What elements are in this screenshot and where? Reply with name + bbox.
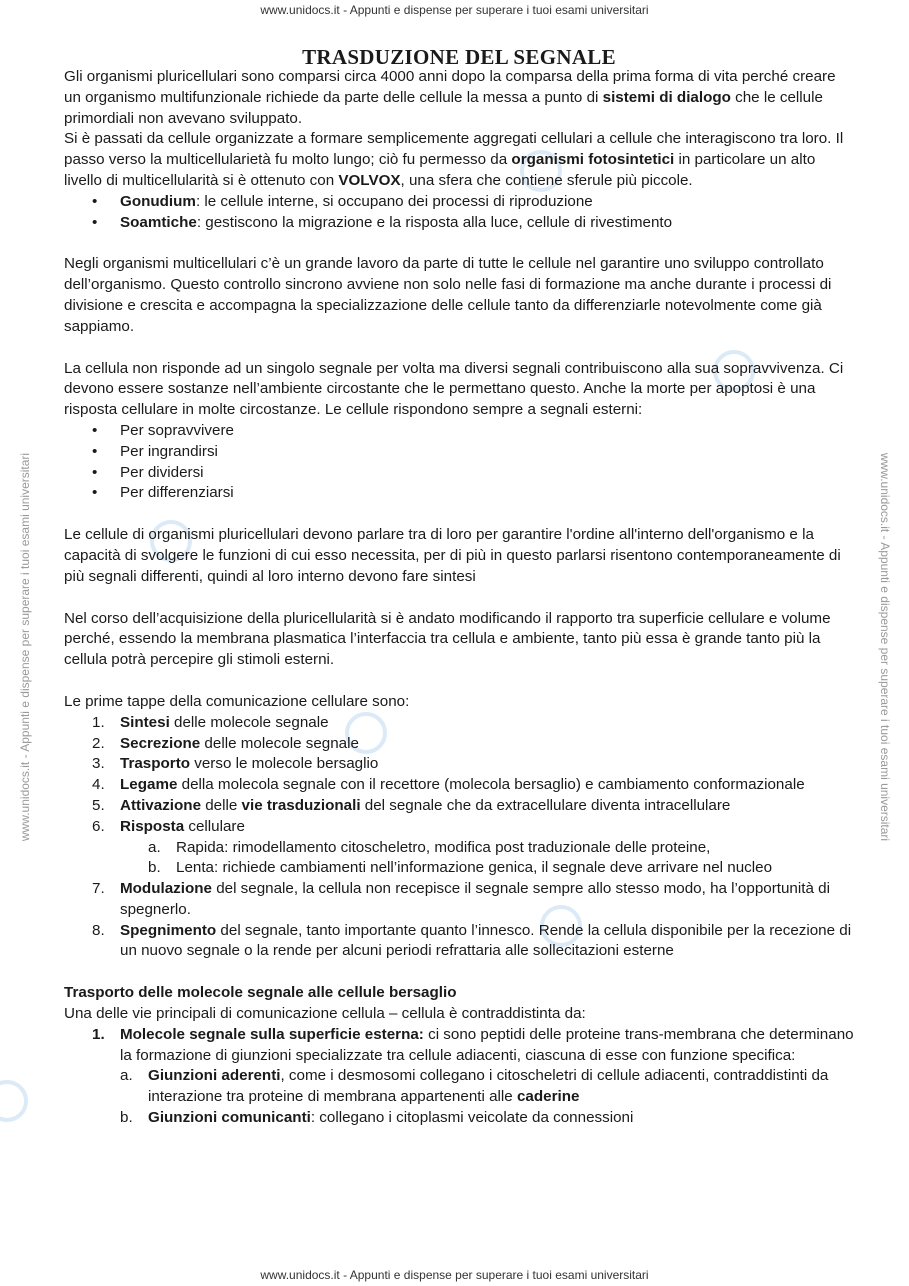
list-item — [92, 817, 854, 879]
sublist-item — [120, 1066, 854, 1108]
item-number: 7. — [92, 880, 105, 898]
list-item — [92, 713, 854, 734]
text: delle molecole segnale — [200, 734, 359, 752]
text: Gli organismi pluricellulari sono comparsi circa 4000 anni dopo la comparsa della prima forma di vita perché creare un organismo multifunzionale richiede da parte delle cellule la messa a punto di — [64, 68, 836, 106]
item-number: 5. — [92, 796, 105, 814]
text: del segnale, tanto importante quanto l’innesco. Rende la cellula disponibile per la recezione di un nuovo segnale o la rende per alcuni periodi refrattaria alle sollecitazioni esterne — [120, 921, 852, 960]
item-letter: a. — [148, 838, 161, 856]
list-item — [92, 921, 854, 963]
bold-term: Modulazione — [120, 880, 212, 898]
list-item — [120, 192, 854, 213]
text: del segnale che da extracellulare diventa intracellulare — [360, 796, 731, 814]
side-watermark-left: www.unidocs.it - Appunti e dispense per superare i tuoi esami universitari — [18, 452, 32, 842]
bold-term: Sintesi — [120, 713, 170, 731]
document-body — [64, 44, 854, 1129]
sublist-item — [120, 1108, 854, 1129]
item-number: 1. — [92, 713, 105, 731]
steps-list — [64, 713, 854, 963]
paragraph-control: Negli organismi multicellulari c’è un grande lavoro da parte di tutte le cellule nel garantire uno sviluppo controllato dell’organismo. Questo controllo sincrono avviene non solo nelle fasi di formazione ma anche durante i processi di divisione e crescita e accompagna la specializzazione delle cellule tanto da differenziarle notevolmente come già sappiamo. — [64, 255, 832, 335]
text: cellulare — [184, 817, 245, 835]
bold-term: Secrezione — [120, 734, 201, 752]
text: Lenta: richiede cambiamenti nell’informazione genica, il segnale deve arrivare nel nucleo — [176, 859, 773, 877]
text: Si è passati da cellule organizzate a formare semplicemente aggregati cellulari a cellule che interagiscono tra loro. Il passo verso la multicellularietà fu molto lungo; ciò fu permesso da — [64, 130, 844, 169]
bold-term: Giunzioni aderenti — [148, 1067, 281, 1085]
text: delle — [201, 796, 242, 814]
text: : le cellule interne, si occupano dei processi di riproduzione — [195, 192, 593, 210]
bold-term: organismi fotosintetici — [511, 151, 675, 169]
bold-term: Trasporto — [120, 755, 191, 773]
bold-term: sistemi di dialogo — [602, 88, 731, 106]
volvox-list — [64, 192, 854, 234]
bold-term: Legame — [120, 776, 178, 794]
side-watermark-right: www.unidocs.it - Appunti e dispense per superare i tuoi esami universitari — [878, 452, 892, 842]
list-item — [92, 1025, 854, 1129]
text: : collegano i citoplasmi veicolate da connessioni — [310, 1109, 634, 1127]
item-letter: b. — [148, 859, 161, 877]
bold-term: Soamtiche — [120, 213, 197, 231]
text: del segnale, la cellula non recepisce il segnale sempre allo stesso modo, ha l’opportunità di spegnerlo. — [120, 880, 830, 918]
text: che le cellule primordiali non avevano sviluppato. — [64, 88, 823, 127]
item-number: 1. — [92, 1025, 105, 1043]
bold-term: Gonudium — [120, 192, 196, 210]
text: verso le molecole bersaglio — [190, 755, 379, 773]
bold-term: caderine — [516, 1088, 580, 1106]
bold-term: Risposta — [120, 817, 185, 835]
response-sublist — [120, 838, 854, 880]
text: Rapida: rimodellamento citoscheletro, modifica post traduzionale delle proteine, — [176, 838, 711, 856]
text: in particolare un alto livello di multicellularità si è ottenuto con — [64, 151, 816, 189]
paths-list — [64, 1025, 854, 1129]
header-banner: www.unidocs.it - Appunti e dispense per superare i tuoi esami universitari — [260, 3, 649, 17]
list-item: • Per ingrandirsi — [120, 442, 854, 463]
paragraph-paths-intro: Una delle vie principali di comunicazione cellula – cellula è contraddistinta da: — [64, 1005, 586, 1023]
bold-term: Giunzioni comunicanti — [148, 1109, 311, 1127]
junctions-sublist — [120, 1066, 854, 1128]
bold-term: vie trasduzionali — [241, 796, 361, 814]
watermark-logo-icon — [0, 1080, 28, 1122]
list-item — [92, 879, 854, 921]
text: ci sono peptidi delle proteine trans-membrana che determinano la formazione di giunzioni specializzate tra cellule adiacenti, ciascuna di esse con funzione specifica: — [120, 1025, 854, 1064]
list-item — [92, 754, 854, 775]
item-number: 6. — [92, 817, 105, 835]
text: della molecola segnale con il recettore (molecola bersaglio) e cambiamento conformazionale — [177, 776, 805, 794]
reasons-list — [64, 421, 854, 504]
bold-term: Molecole segnale sulla superficie esterna: — [120, 1025, 424, 1043]
item-number: 8. — [92, 921, 105, 939]
item-number: 2. — [92, 734, 105, 752]
text: , come i desmosomi collegano i citoscheletri di cellule adiacenti, contraddistinti da interazione tra proteine di membrana appartenenti alle — [148, 1067, 829, 1106]
section-title — [64, 983, 854, 1004]
paragraph-communication: Le cellule di organismi pluricellulari devono parlare tra di loro per garantire l'ordine all'interno dell'organismo e la capacità di svolgere le funzioni di cui esso necessita, per di più in questo parlarsi risentono contemporaneamente di più segnali differenti, quindi al loro interno devono fare sintesi — [64, 526, 841, 585]
item-number: 3. — [92, 755, 105, 773]
bold-term: VOLVOX — [338, 171, 401, 189]
bold-term: Spegnimento — [120, 921, 217, 939]
paragraph-steps-intro: Le prime tappe della comunicazione cellulare sono: — [64, 692, 410, 710]
bold-term: Attivazione — [120, 796, 202, 814]
list-item — [92, 796, 854, 817]
list-item: • Per sopravvivere — [120, 421, 854, 442]
text: , una sfera che contiene sferule più piccole. — [400, 171, 693, 189]
list-item — [92, 775, 854, 796]
paragraph-signals: La cellula non risponde ad un singolo segnale per volta ma diversi segnali contribuiscono alla sua sopravvivenza. Ci devono essere sostanze nell’ambiente circostante che le permettano questo. Anche la morte per apoptosi è una risposta cellulare in molte circostanze. Le cellule rispondono sempre a segnali esterni: — [64, 359, 844, 419]
item-letter: a. — [120, 1067, 133, 1085]
list-item — [120, 213, 854, 234]
text: : gestiscono la migrazione e la risposta alla luce, cellule di rivestimento — [196, 213, 673, 231]
text: delle molecole segnale — [169, 713, 329, 731]
paragraph-surface: Nel corso dell’acquisizione della pluricellularità si è andato modificando il rapporto tra superficie cellulare e volume perché, essendo la membrana plasmatica l’interfaccia tra cellula e ambiente, tanto più essa è grande tanto più la cellula potrà percepire gli stimoli esterni. — [64, 609, 831, 669]
page-title: TRASDUZIONE DEL SEGNALE — [302, 45, 616, 69]
list-item: • Per dividersi — [120, 463, 854, 484]
list-item: • Per differenziarsi — [120, 483, 854, 504]
sublist-item — [148, 858, 854, 879]
paragraph-volvox — [64, 129, 854, 191]
section-heading: Trasporto delle molecole segnale alle cellule bersaglio — [64, 984, 457, 1002]
item-number: 4. — [92, 776, 105, 794]
sublist-item — [148, 838, 854, 859]
paragraph-intro — [64, 67, 854, 129]
item-letter: b. — [120, 1109, 133, 1127]
footer-banner: www.unidocs.it - Appunti e dispense per superare i tuoi esami universitari — [260, 1268, 649, 1282]
list-item — [92, 734, 854, 755]
